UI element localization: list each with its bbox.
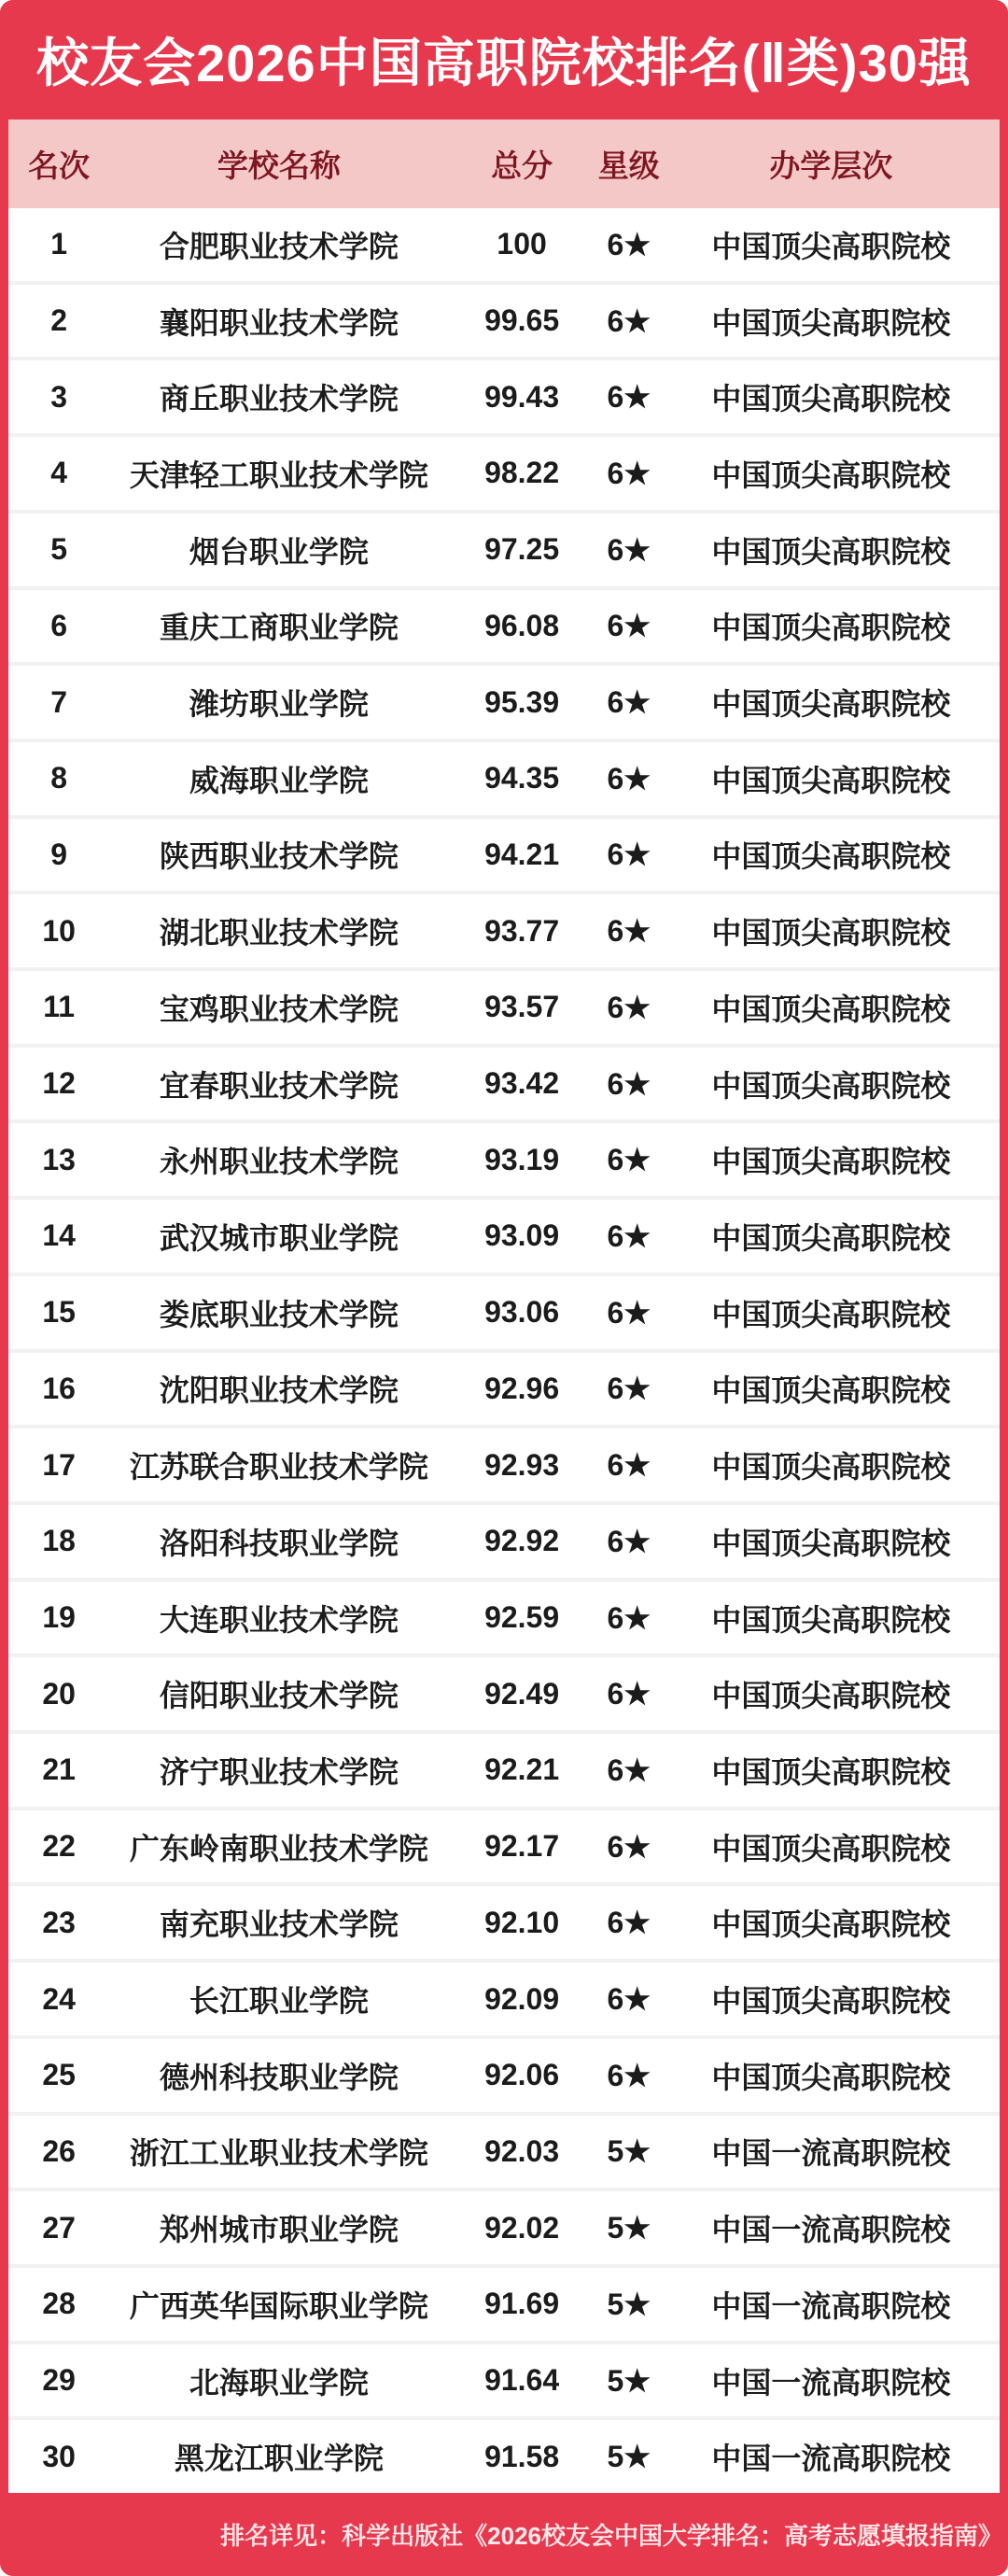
score-cell: 92.96 [484, 1371, 560, 1405]
table-row [8, 815, 1000, 892]
level-cell: 中国顶尖高职院校 [711, 2060, 951, 2094]
level-cell: 中国顶尖高职院校 [711, 1526, 951, 1560]
star-rating-cell: 6★ [607, 990, 651, 1024]
school-name-cell: 沈阳职业技术学院 [159, 1373, 399, 1408]
level-cell: 中国顶尖高职院校 [711, 839, 951, 874]
star-rating-cell: 6★ [607, 761, 651, 795]
footer-note: 排名详见：科学出版社《2026校友会中国大学排名：高考志愿填报指南》 [220, 2522, 1002, 2550]
rank-cell: 8 [50, 761, 68, 795]
rank-cell: 24 [42, 1981, 76, 2016]
star-rating-cell: 6★ [607, 838, 651, 872]
level-cell: 中国顶尖高职院校 [711, 1679, 951, 1713]
column-header-stars: 星级 [597, 148, 660, 183]
table-row [8, 281, 1000, 358]
score-cell: 96.08 [484, 608, 560, 642]
school-name-cell: 宝鸡职业技术学院 [159, 992, 399, 1026]
star-rating-cell: 6★ [607, 1677, 651, 1711]
score-cell: 99.43 [484, 379, 560, 414]
score-cell: 92.93 [484, 1447, 560, 1482]
rank-cell: 13 [42, 1142, 76, 1176]
school-name-cell: 重庆工商职业学院 [159, 611, 399, 645]
school-name-cell: 广东岭南职业技术学院 [129, 1831, 428, 1865]
star-rating-cell: 6★ [607, 685, 651, 720]
school-name-cell: 浙江工业职业技术学院 [129, 2136, 428, 2171]
score-cell: 94.35 [484, 761, 560, 795]
level-cell: 中国顶尖高职院校 [711, 1145, 951, 1179]
school-name-cell: 潍坊职业学院 [189, 687, 369, 722]
rank-cell: 27 [42, 2210, 76, 2245]
table-row [8, 1196, 1000, 1273]
level-cell: 中国顶尖高职院校 [711, 382, 951, 416]
level-cell: 中国顶尖高职院校 [711, 1602, 951, 1637]
school-name-cell: 江苏联合职业技术学院 [129, 1450, 428, 1485]
table-row [8, 2112, 1000, 2189]
school-name-cell: 长江职业学院 [189, 1984, 369, 2019]
score-cell: 94.21 [484, 837, 560, 871]
rank-cell: 17 [42, 1447, 76, 1482]
score-cell: 92.92 [484, 1524, 560, 1558]
star-rating-cell: 6★ [607, 1906, 651, 1940]
star-rating-cell: 6★ [607, 303, 651, 338]
school-name-cell: 娄底职业技术学院 [159, 1297, 399, 1331]
table-row [8, 891, 1000, 967]
star-rating-cell: 5★ [607, 2134, 651, 2169]
table-row [8, 662, 1000, 739]
rank-cell: 5 [50, 532, 68, 567]
page-title: 校友会2026中国高职院校排名(Ⅱ类)30强 [0, 0, 1008, 120]
star-rating-cell: 6★ [607, 914, 651, 949]
table-row [8, 739, 1000, 815]
star-rating-cell: 5★ [607, 2287, 651, 2321]
star-rating-cell: 6★ [607, 2058, 651, 2092]
level-cell: 中国一流高职院校 [711, 2136, 951, 2171]
school-name-cell: 信阳职业技术学院 [159, 1679, 399, 1713]
table-row [8, 1654, 1000, 1730]
level-cell: 中国顶尖高职院校 [711, 1450, 951, 1485]
star-rating-cell: 6★ [607, 532, 651, 567]
star-rating-cell: 6★ [607, 1066, 651, 1101]
score-cell: 97.25 [484, 532, 560, 567]
score-cell: 93.06 [484, 1295, 560, 1330]
rank-cell: 1 [50, 227, 68, 261]
table-row [8, 967, 1000, 1044]
level-cell: 中国顶尖高职院校 [711, 611, 951, 645]
level-cell: 中国顶尖高职院校 [711, 1068, 951, 1103]
rank-cell: 7 [50, 684, 68, 719]
score-cell: 100 [497, 227, 547, 261]
level-cell: 中国一流高职院校 [711, 2442, 951, 2476]
star-rating-cell: 6★ [607, 1829, 651, 1864]
score-cell: 91.58 [484, 2439, 560, 2473]
score-cell: 93.42 [484, 1066, 560, 1101]
score-cell: 92.49 [484, 1676, 560, 1710]
star-rating-cell: 5★ [607, 2211, 651, 2245]
rank-cell: 30 [42, 2439, 76, 2473]
star-rating-cell: 6★ [607, 1524, 651, 1558]
school-name-cell: 天津轻工职业技术学院 [129, 457, 428, 492]
school-name-cell: 济宁职业技术学院 [159, 1754, 399, 1789]
score-cell: 92.03 [484, 2133, 560, 2168]
rank-cell: 22 [42, 1829, 76, 1864]
table-row [8, 1730, 1000, 1807]
table-row [8, 586, 1000, 663]
rank-cell: 23 [42, 1905, 76, 1939]
score-cell: 92.06 [484, 2058, 560, 2092]
score-cell: 95.39 [484, 684, 560, 719]
star-rating-cell: 6★ [607, 1218, 651, 1253]
ranking-table [8, 120, 1000, 2493]
level-cell: 中国顶尖高职院校 [711, 229, 951, 263]
score-cell: 99.65 [484, 303, 560, 338]
score-cell: 92.02 [484, 2210, 560, 2245]
level-cell: 中国顶尖高职院校 [711, 687, 951, 722]
level-cell: 中国一流高职院校 [711, 2288, 951, 2323]
star-rating-cell: 6★ [607, 227, 651, 261]
level-cell: 中国顶尖高职院校 [711, 1297, 951, 1331]
school-name-cell: 烟台职业学院 [189, 534, 369, 569]
rank-cell: 12 [42, 1066, 76, 1101]
rank-cell: 21 [42, 1753, 76, 1787]
school-name-cell: 襄阳职业技术学院 [159, 305, 399, 340]
school-name-cell: 合肥职业技术学院 [159, 229, 399, 263]
score-cell: 91.69 [484, 2287, 560, 2321]
school-name-cell: 德州科技职业学院 [159, 2060, 399, 2094]
score-cell: 93.57 [484, 990, 560, 1024]
column-header-rank: 名次 [28, 148, 91, 183]
school-name-cell: 武汉城市职业学院 [159, 1220, 399, 1255]
level-cell: 中国顶尖高职院校 [711, 916, 951, 950]
rank-cell: 9 [50, 837, 68, 871]
level-cell: 中国顶尖高职院校 [711, 992, 951, 1026]
rank-cell: 4 [50, 456, 68, 490]
table-row [8, 1425, 1000, 1501]
level-cell: 中国顶尖高职院校 [711, 1373, 951, 1408]
star-rating-cell: 5★ [607, 2363, 651, 2398]
level-cell: 中国一流高职院校 [711, 2365, 951, 2400]
star-rating-cell: 6★ [607, 1372, 651, 1406]
rank-cell: 29 [42, 2363, 76, 2398]
level-cell: 中国顶尖高职院校 [711, 457, 951, 492]
level-cell: 中国顶尖高职院校 [711, 763, 951, 797]
school-name-cell: 黑龙江职业学院 [174, 2442, 384, 2476]
school-name-cell: 郑州城市职业学院 [159, 2213, 399, 2247]
star-rating-cell: 6★ [607, 380, 651, 415]
table-row [8, 2341, 1000, 2417]
star-rating-cell: 6★ [607, 1982, 651, 2017]
table-row [8, 1578, 1000, 1654]
star-rating-cell: 6★ [607, 1753, 651, 1787]
score-cell: 92.59 [484, 1600, 560, 1634]
table-row [8, 2264, 1000, 2341]
table-row [8, 510, 1000, 586]
table-row [8, 1959, 1000, 2035]
level-cell: 中国顶尖高职院校 [711, 534, 951, 569]
table-row [8, 1273, 1000, 1349]
school-name-cell: 宜春职业技术学院 [159, 1068, 399, 1103]
level-cell: 中国顶尖高职院校 [711, 1907, 951, 1942]
school-name-cell: 商丘职业技术学院 [159, 382, 399, 416]
score-cell: 98.22 [484, 456, 560, 490]
table-header-row [8, 120, 1000, 208]
school-name-cell: 南充职业技术学院 [159, 1907, 399, 1942]
school-name-cell: 永州职业技术学院 [159, 1145, 399, 1179]
rank-cell: 28 [42, 2287, 76, 2321]
table-row [8, 2416, 1000, 2493]
school-name-cell: 大连职业技术学院 [159, 1602, 399, 1637]
rank-cell: 25 [42, 2058, 76, 2092]
table-row [8, 1501, 1000, 1578]
table-row [8, 1882, 1000, 1959]
table-body [8, 208, 1000, 2493]
rank-cell: 18 [42, 1524, 76, 1558]
score-cell: 93.19 [484, 1142, 560, 1176]
rank-cell: 11 [43, 990, 76, 1024]
table-row [8, 357, 1000, 433]
rank-cell: 15 [42, 1295, 76, 1330]
footer-bar [0, 2493, 1008, 2576]
star-rating-cell: 6★ [607, 1295, 651, 1330]
table-row [8, 1044, 1000, 1120]
column-header-school: 学校名称 [217, 148, 341, 183]
star-rating-cell: 6★ [607, 609, 651, 643]
rank-cell: 14 [42, 1218, 76, 1253]
level-cell: 中国一流高职院校 [711, 2213, 951, 2247]
rank-cell: 16 [42, 1371, 76, 1405]
school-name-cell: 洛阳科技职业学院 [159, 1526, 399, 1560]
score-cell: 92.17 [484, 1829, 560, 1864]
star-rating-cell: 6★ [607, 1448, 651, 1483]
rank-cell: 19 [42, 1600, 76, 1634]
column-header-level: 办学层次 [769, 148, 893, 183]
table-row [8, 2035, 1000, 2112]
score-cell: 91.64 [484, 2363, 560, 2398]
table-row [8, 1349, 1000, 1426]
star-rating-cell: 6★ [607, 1600, 651, 1635]
score-cell: 92.09 [484, 1981, 560, 2016]
rank-cell: 2 [50, 303, 68, 338]
rank-cell: 6 [50, 608, 68, 642]
table-row [8, 1119, 1000, 1196]
score-cell: 93.77 [484, 913, 560, 948]
table-row [8, 208, 1000, 281]
star-rating-cell: 5★ [607, 2440, 651, 2474]
school-name-cell: 威海职业学院 [189, 763, 369, 797]
level-cell: 中国顶尖高职院校 [711, 1754, 951, 1789]
star-rating-cell: 6★ [607, 456, 651, 490]
school-name-cell: 陕西职业技术学院 [159, 839, 399, 874]
score-cell: 93.09 [484, 1218, 560, 1253]
star-rating-cell: 6★ [607, 1143, 651, 1177]
school-name-cell: 广西英华国际职业学院 [129, 2288, 428, 2323]
rank-cell: 3 [50, 379, 68, 414]
level-cell: 中国顶尖高职院校 [711, 1831, 951, 1865]
school-name-cell: 北海职业学院 [189, 2365, 369, 2400]
level-cell: 中国顶尖高职院校 [711, 1220, 951, 1255]
score-cell: 92.21 [484, 1753, 560, 1787]
table-row [8, 1807, 1000, 1883]
column-header-score: 总分 [491, 148, 553, 183]
rank-cell: 20 [42, 1676, 76, 1710]
school-name-cell: 湖北职业技术学院 [159, 916, 399, 950]
rank-cell: 10 [42, 913, 76, 948]
table-row [8, 2188, 1000, 2264]
rank-cell: 26 [42, 2133, 76, 2168]
level-cell: 中国顶尖高职院校 [711, 1984, 951, 2019]
level-cell: 中国顶尖高职院校 [711, 305, 951, 340]
score-cell: 92.10 [484, 1905, 560, 1939]
table-row [8, 433, 1000, 510]
